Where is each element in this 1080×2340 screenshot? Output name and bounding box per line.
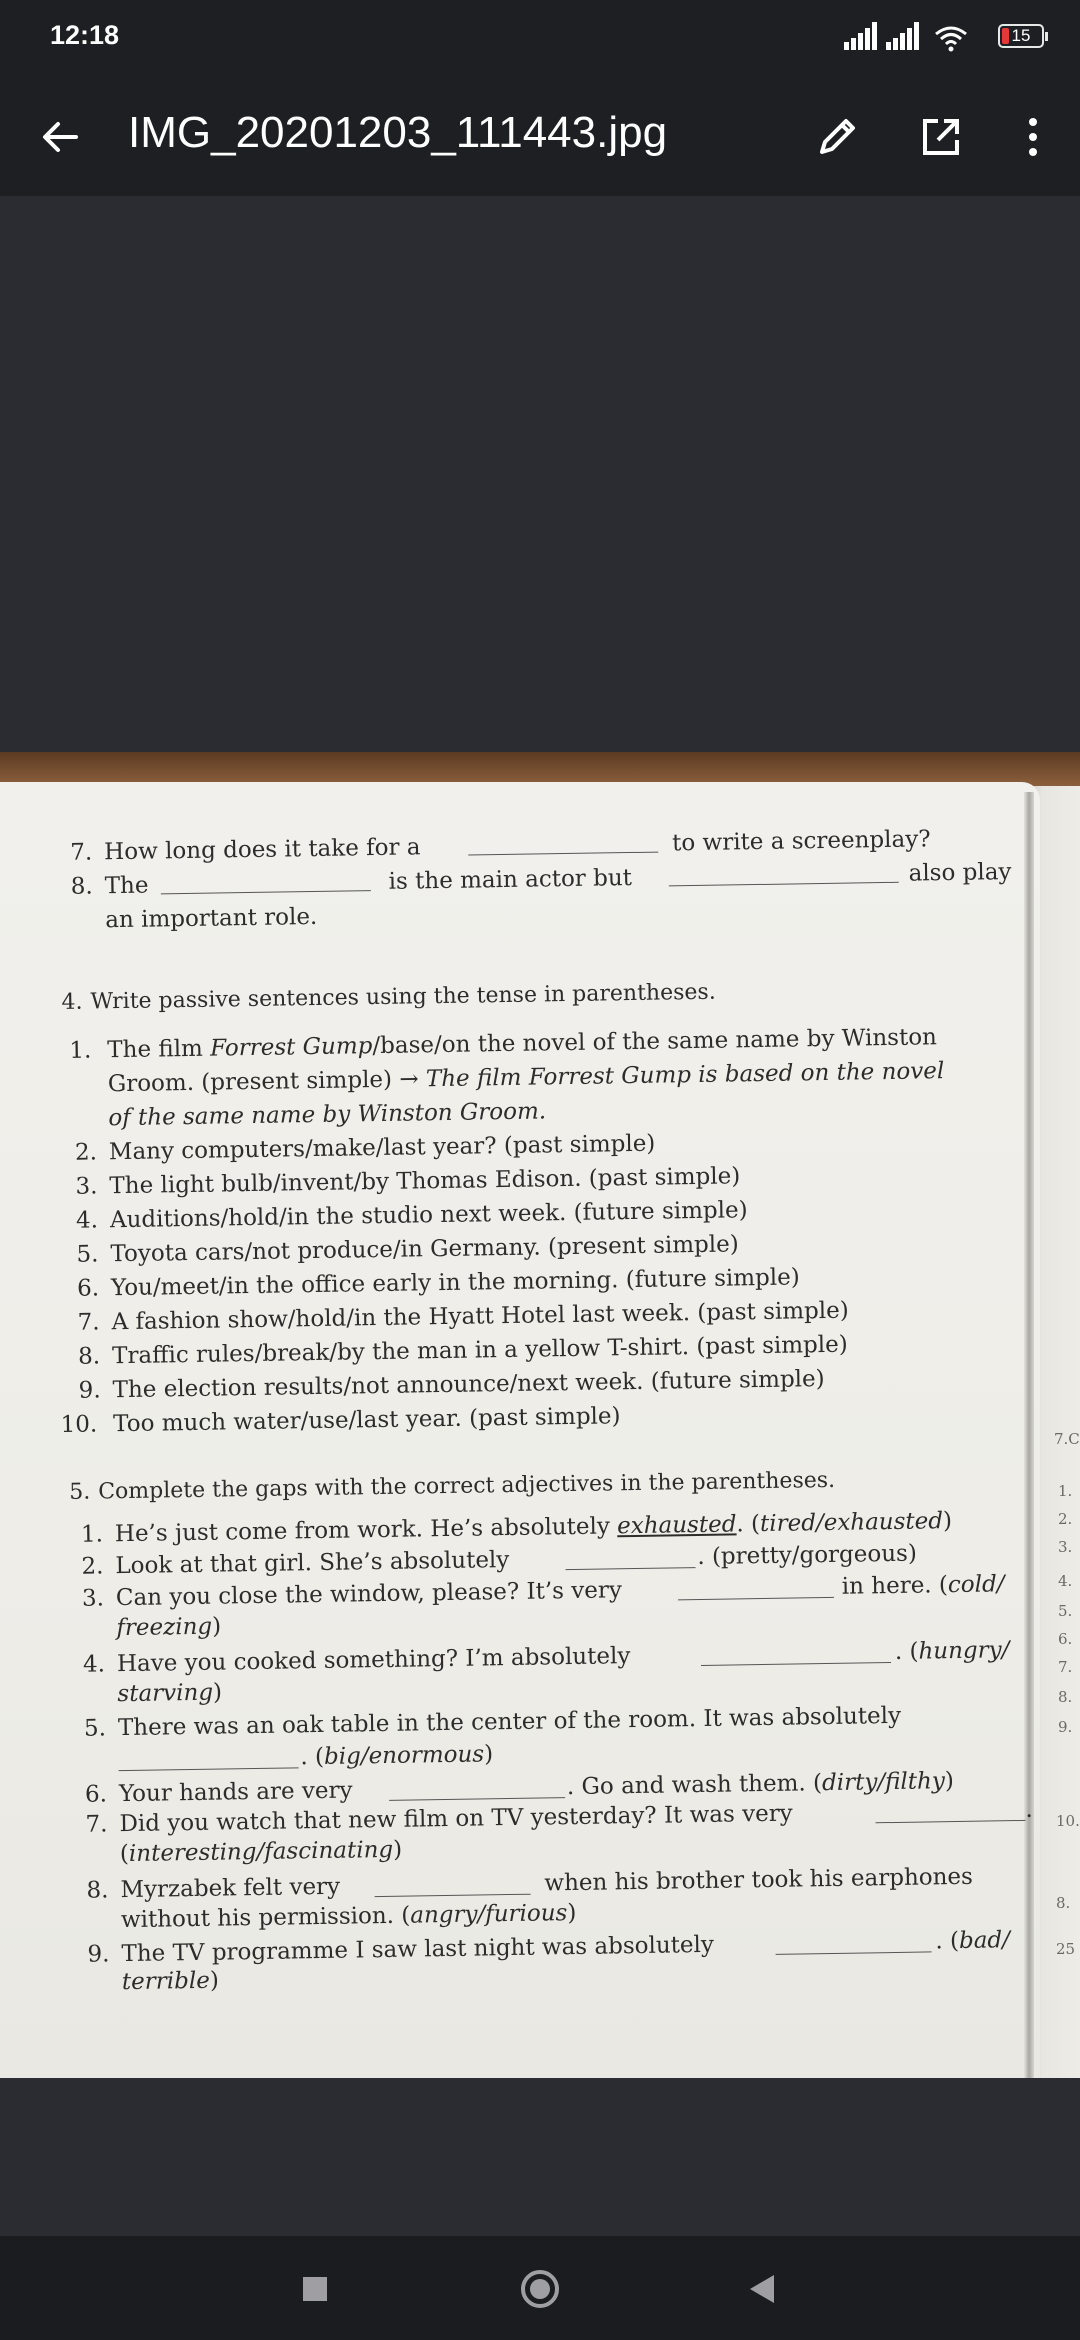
- item-number: 2.: [74, 1139, 98, 1166]
- item-text: an important role.: [105, 903, 318, 934]
- item-text: Many computers/make/last year? (past simple): [108, 1130, 656, 1166]
- open-external-icon[interactable]: [916, 112, 966, 162]
- exercise-number: 5.: [69, 1479, 91, 1505]
- wifi-icon: [934, 24, 968, 52]
- item-text: Look at that girl. She’s absolutely: [115, 1547, 510, 1580]
- example-answer: → The film Forrest Gump is based on the novel: [399, 1058, 945, 1093]
- item-text: .: [1025, 1796, 1033, 1823]
- adjective-options: starving: [117, 1679, 214, 1708]
- item-number: 1.: [80, 1521, 104, 1548]
- side-mark: 7.C: [1054, 1430, 1080, 1448]
- item-text: The TV programme I saw last night was absolutely: [121, 1931, 715, 1968]
- item-text: The light bulb/invent/by Thomas Edison. (past simple): [109, 1163, 741, 1200]
- side-mark: 1.: [1058, 1482, 1073, 1500]
- item-number: 8.: [70, 873, 93, 900]
- side-mark: 8.: [1056, 1894, 1071, 1912]
- item-text: Auditions/hold/in the studio next week. (future simple): [109, 1197, 748, 1234]
- adjective-options: angry/furious: [410, 1900, 568, 1929]
- exercise-number: 4.: [61, 989, 83, 1015]
- item-text: to write a screenplay?: [671, 826, 931, 857]
- item-text: Traffic rules/break/by the man in a yellow T-shirt. (past simple): [111, 1331, 848, 1370]
- item-text: A fashion show/hold/in the Hyatt Hotel last week. (past simple): [111, 1297, 849, 1336]
- adjective-options: big/enormous: [323, 1741, 485, 1770]
- side-mark: 25: [1056, 1940, 1076, 1958]
- more-vert-icon[interactable]: [1008, 112, 1058, 162]
- image-viewer[interactable]: [0, 196, 1080, 2236]
- item-text: /base/on the novel of the same name by Winston: [372, 1024, 938, 1060]
- item-text: Toyota cars/not produce/in Germany. (present simple): [110, 1231, 739, 1268]
- item-text: The election results/not announce/next week. (future simple): [112, 1366, 825, 1404]
- item-text: Did you watch that new film on TV yesterday? It was very: [119, 1800, 793, 1838]
- item-text: There was an oak table in the center of the room. It was absolutely: [117, 1702, 902, 1742]
- item-text: . Go and wash them. (: [566, 1770, 823, 1801]
- status-bar: [0, 0, 1080, 76]
- item-text: Too much water/use/last year. (past simple): [112, 1403, 621, 1438]
- item-number: 7.: [77, 1309, 100, 1336]
- recents-square-icon[interactable]: [288, 2262, 342, 2316]
- item-text: ): [212, 1679, 223, 1706]
- item-number: 1.: [69, 1037, 92, 1064]
- item-text: Groom. (present simple): [107, 1066, 400, 1098]
- example-answer: exhausted: [616, 1511, 737, 1540]
- item-number: 8.: [77, 1343, 101, 1370]
- item-text: Your hands are very: [118, 1777, 353, 1808]
- signal-icon: [844, 22, 878, 50]
- status-time: 12:18: [50, 20, 120, 50]
- item-number: 8.: [86, 1877, 109, 1904]
- item-text: when his brother took his earphones: [544, 1863, 974, 1897]
- item-text: How long does it take for a: [103, 834, 421, 866]
- item-text: . (: [894, 1638, 919, 1665]
- item-text: . (: [736, 1511, 761, 1538]
- item-text: also play: [908, 859, 1012, 887]
- item-text: ): [942, 1508, 953, 1535]
- item-number: 7.: [85, 1811, 108, 1838]
- status-icons: [844, 22, 1044, 54]
- item-text: You/meet/in the office early in the morning. (future simple): [110, 1264, 800, 1302]
- signal-icon: [886, 22, 920, 50]
- item-number: 6.: [76, 1275, 100, 1302]
- battery-level: 15: [1011, 26, 1031, 45]
- adjective-options: hungry/: [918, 1637, 1010, 1665]
- adjective-options: freezing: [116, 1613, 213, 1642]
- back-arrow-icon[interactable]: [36, 112, 86, 162]
- navigation-bar: [0, 2236, 1080, 2340]
- item-text: without his permission. (: [120, 1902, 411, 1934]
- item-number: 4.: [82, 1651, 106, 1678]
- example-answer: of the same name by Winston Groom.: [108, 1098, 547, 1132]
- item-text: . (: [935, 1927, 960, 1955]
- exercise-instruction: Write passive sentences using the tense in parentheses.: [90, 979, 716, 1015]
- side-mark: 3.: [1058, 1538, 1073, 1556]
- item-text: ): [209, 1967, 220, 1994]
- item-text: in here. (: [841, 1572, 949, 1600]
- item-text: ): [211, 1613, 222, 1640]
- item-text: is the main actor but: [388, 864, 633, 895]
- adjective-options: terrible: [121, 1967, 211, 1996]
- adjective-options: dirty/filthy: [821, 1768, 946, 1797]
- item-text: (: [119, 1841, 130, 1868]
- item-number: 10.: [60, 1411, 98, 1439]
- item-text: Have you cooked something? I’m absolutely: [116, 1643, 631, 1678]
- image-title: IMG_20201203_111443.jpg: [128, 108, 668, 157]
- side-mark: 10.: [1056, 1812, 1080, 1830]
- item-text: The: [104, 872, 149, 900]
- side-mark: 6.: [1058, 1630, 1073, 1648]
- adjective-options: bad/: [958, 1927, 1011, 1954]
- item-text: ): [483, 1741, 494, 1768]
- book-spine: [1024, 792, 1034, 2078]
- app-bar: [0, 76, 1080, 196]
- item-number: 9.: [78, 1377, 101, 1404]
- item-text: . (: [300, 1743, 325, 1771]
- adjective-options: interesting/fascinating: [128, 1836, 394, 1868]
- side-mark: 9.: [1058, 1718, 1073, 1736]
- item-number: 3.: [81, 1585, 105, 1612]
- side-mark: 4.: [1058, 1572, 1073, 1590]
- item-text: . (pretty/gorgeous): [697, 1540, 918, 1571]
- item-text: He’s just come from work. He’s absolutely: [114, 1513, 611, 1548]
- adjective-options: cold/: [947, 1571, 1005, 1599]
- adjective-options: tired/exhausted: [759, 1508, 944, 1538]
- exercise-instruction: Complete the gaps with the correct adjectives in the parentheses.: [98, 1467, 836, 1505]
- item-text: ): [567, 1899, 577, 1927]
- item-number: 4.: [75, 1207, 99, 1234]
- item-number: 6.: [84, 1781, 108, 1808]
- item-number: 7.: [70, 839, 93, 866]
- item-text: Can you close the window, please? It’s very: [115, 1577, 623, 1612]
- side-mark: 2.: [1058, 1510, 1073, 1528]
- side-mark: 5.: [1058, 1602, 1073, 1620]
- item-text: Myrzabek felt very: [120, 1873, 341, 1904]
- item-text: ): [944, 1768, 955, 1795]
- photo-image[interactable]: [0, 752, 1080, 2078]
- item-text: The film: [107, 1035, 211, 1064]
- item-text-italic: Forrest Gump: [209, 1033, 373, 1062]
- item-number: 3.: [75, 1173, 98, 1200]
- battery-icon: [998, 24, 1044, 48]
- back-triangle-icon[interactable]: [736, 2262, 790, 2316]
- item-number: 5.: [76, 1241, 99, 1268]
- item-number: 5.: [83, 1715, 107, 1742]
- home-circle-icon[interactable]: [513, 2262, 567, 2316]
- pencil-icon[interactable]: [812, 112, 862, 162]
- item-number: 2.: [81, 1553, 104, 1580]
- item-number: 9.: [87, 1941, 110, 1968]
- item-text: ): [392, 1836, 403, 1863]
- side-mark: 7.: [1058, 1658, 1073, 1676]
- side-mark: 8.: [1058, 1688, 1073, 1706]
